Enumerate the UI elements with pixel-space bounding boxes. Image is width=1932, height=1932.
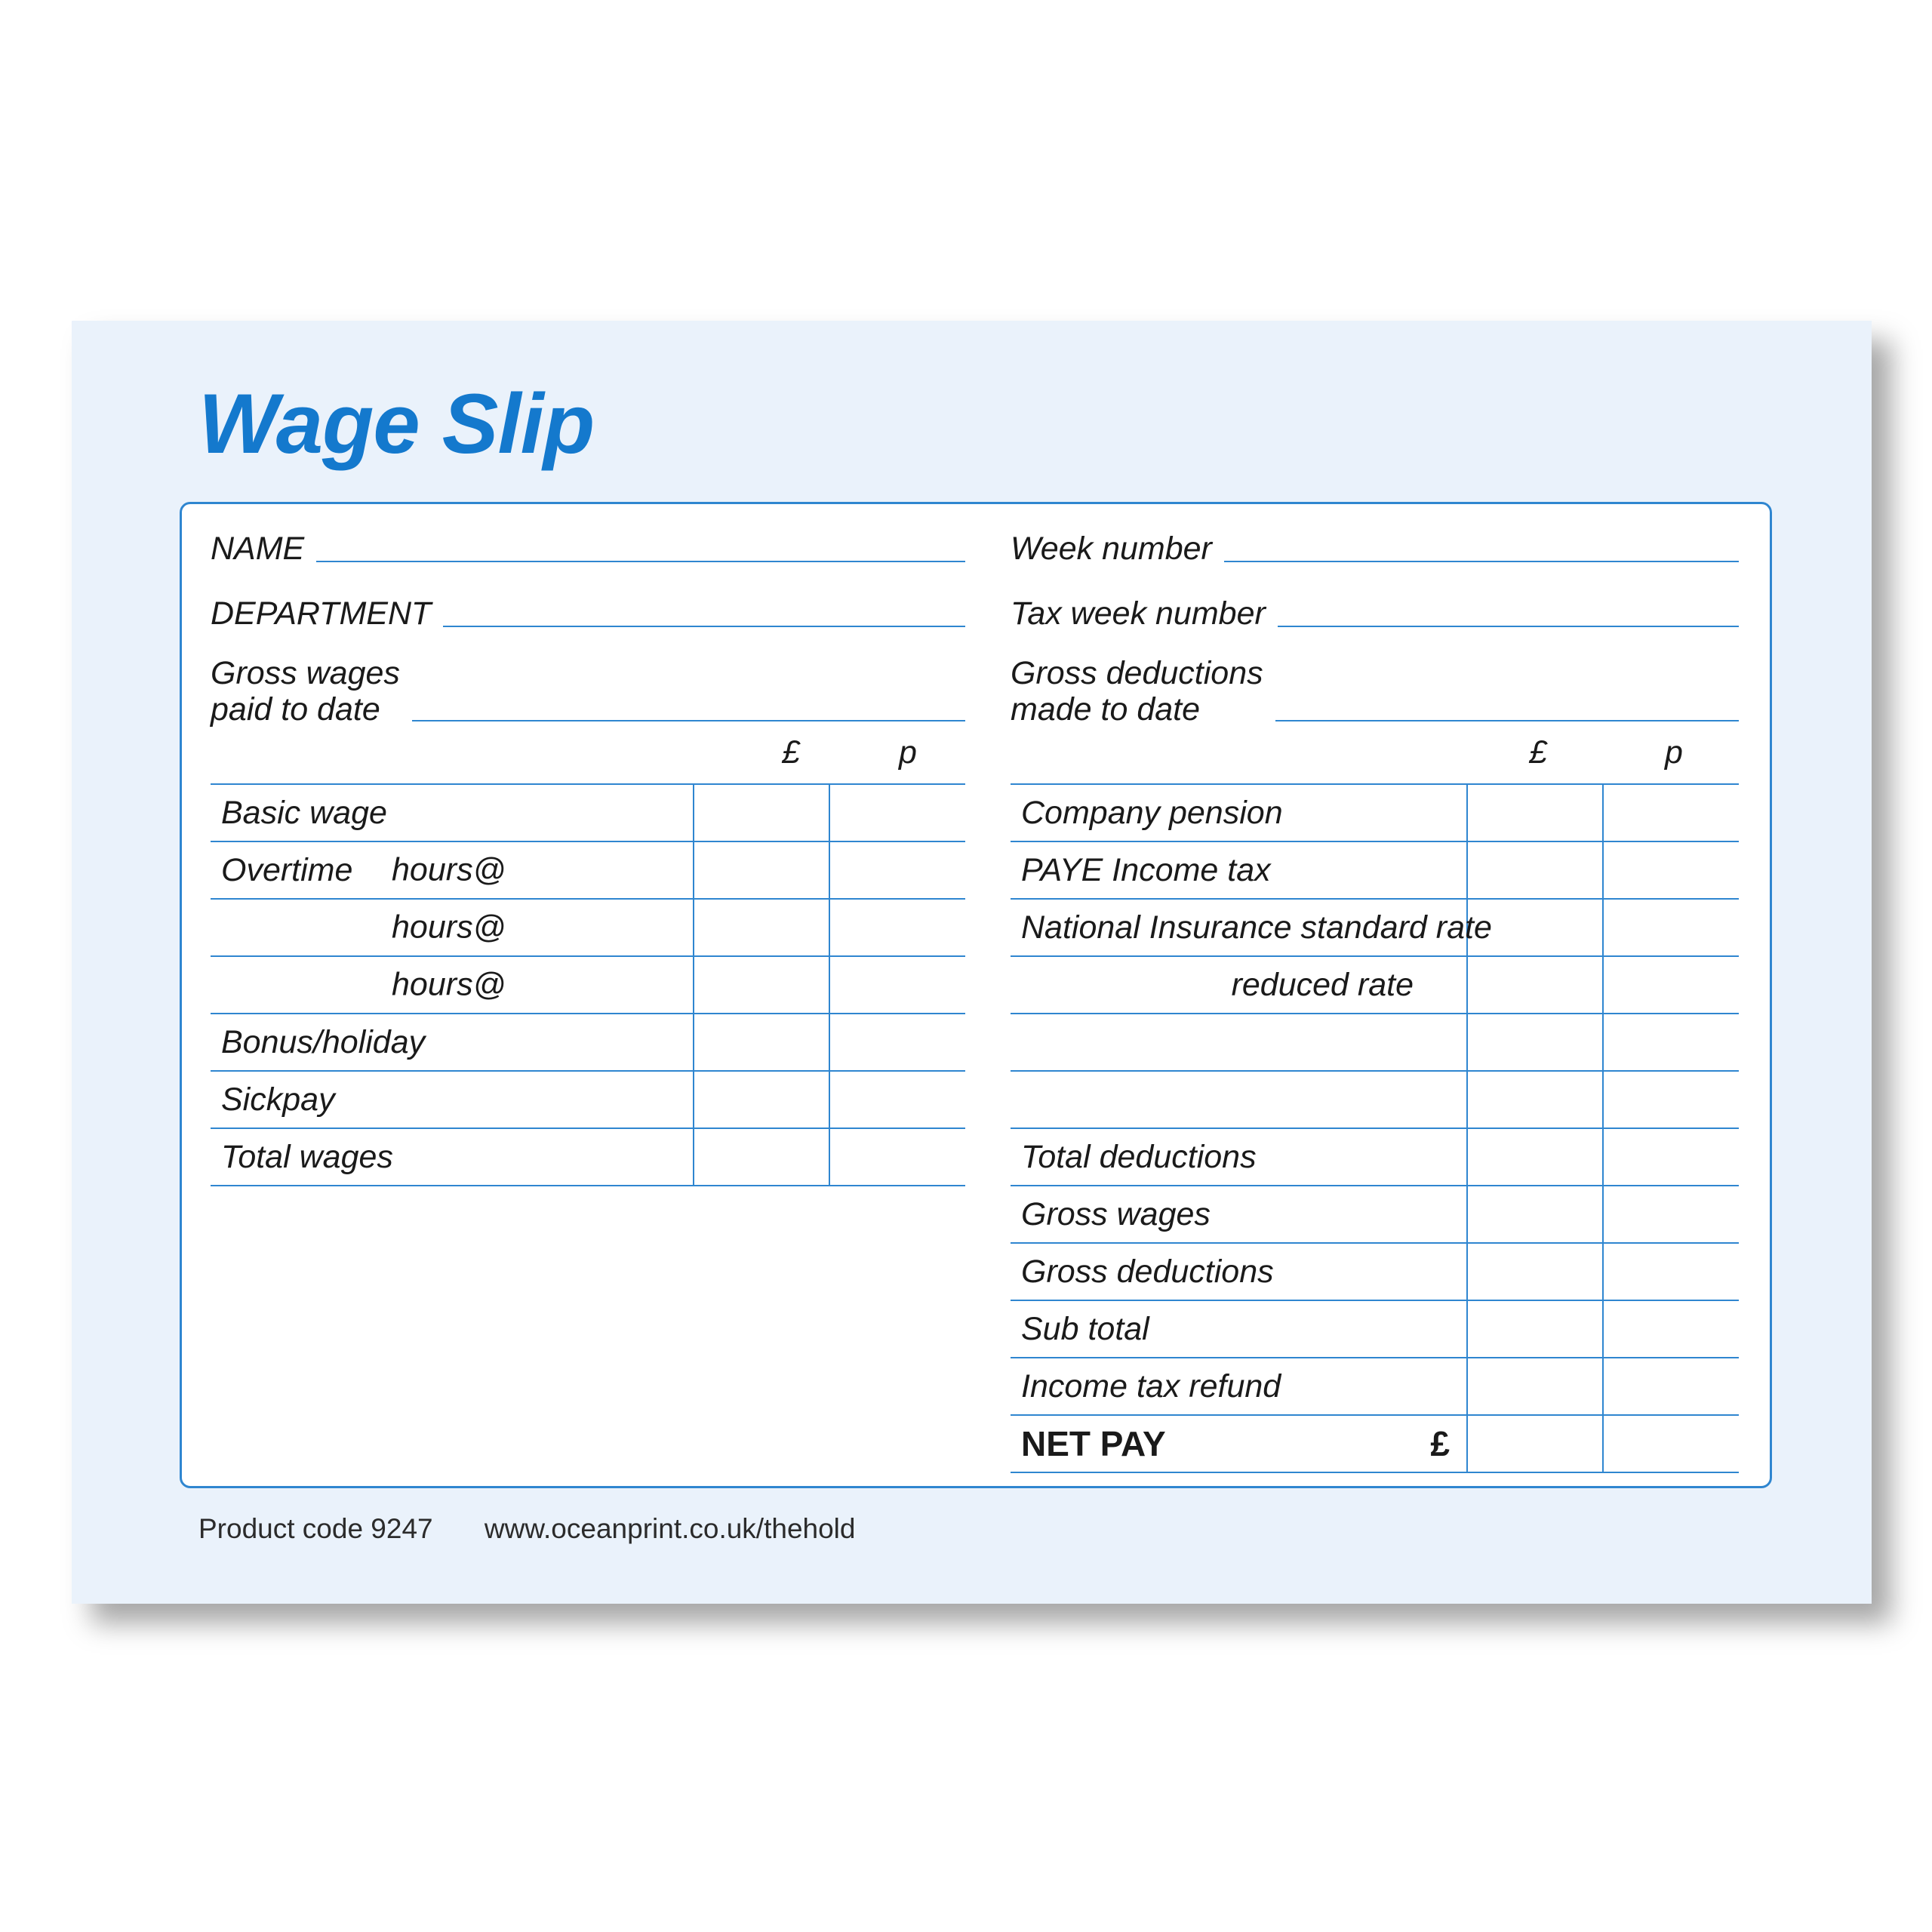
field-gross-wages-paid-rule[interactable]	[412, 719, 965, 721]
deduction-row-label: reduced rate	[1011, 956, 1467, 1014]
table-row	[1011, 1128, 1739, 1186]
page-title: Wage Slip	[198, 377, 595, 471]
deduction-row-label: Gross wages	[1011, 1186, 1467, 1243]
earnings-row-pounds[interactable]	[694, 784, 829, 841]
table-row	[1011, 784, 1739, 841]
earnings-row-pounds[interactable]	[694, 841, 829, 899]
product-code: Product code 9247	[198, 1513, 433, 1544]
earnings-row-pence[interactable]	[829, 1071, 965, 1128]
table-row	[1011, 1071, 1739, 1128]
table-row	[1011, 1243, 1739, 1300]
deduction-row-label	[1011, 1071, 1467, 1128]
earnings-row-label: Sickpay	[211, 1071, 694, 1128]
net-pay-label-cell	[1011, 1415, 1467, 1472]
earnings-row-label: Bonus/holiday	[211, 1014, 694, 1071]
field-tax-week-number[interactable]	[1011, 595, 1739, 635]
deduction-row-pounds[interactable]	[1467, 841, 1603, 899]
earnings-row-label	[211, 956, 694, 1014]
earnings-row-label	[211, 841, 694, 899]
deduction-row-label: Gross deductions	[1011, 1243, 1467, 1300]
table-row	[211, 841, 965, 899]
deduction-row-pounds[interactable]	[1467, 1128, 1603, 1186]
deduction-row-label: National Insurance standard rate	[1011, 899, 1467, 956]
deduction-row-label: PAYE Income tax	[1011, 841, 1467, 899]
table-row	[1011, 1358, 1739, 1415]
earnings-row-pence[interactable]	[829, 841, 965, 899]
deduction-row-pounds[interactable]	[1467, 956, 1603, 1014]
field-tax-week-number-rule[interactable]	[1278, 625, 1739, 627]
field-week-number-rule[interactable]	[1224, 560, 1739, 562]
deduction-row-label: Company pension	[1011, 784, 1467, 841]
field-name-rule[interactable]	[316, 560, 965, 562]
field-department[interactable]	[211, 595, 965, 635]
field-gross-deductions-made-to-date[interactable]	[1011, 655, 1739, 729]
table-row	[1011, 841, 1739, 899]
earnings-row-label: Total wages	[211, 1128, 694, 1186]
table-row	[211, 1014, 965, 1071]
field-gross-wages-paid-label-line1: Gross wages	[211, 655, 400, 691]
deduction-row-pence[interactable]	[1603, 841, 1739, 899]
table-row	[1011, 1186, 1739, 1243]
table-row	[211, 899, 965, 956]
deduction-row-pence[interactable]	[1603, 1300, 1739, 1358]
deduction-row-pounds[interactable]	[1467, 784, 1603, 841]
deduction-row-pounds[interactable]	[1467, 1186, 1603, 1243]
deduction-row-pence[interactable]	[1603, 784, 1739, 841]
deduction-row-pence[interactable]	[1603, 899, 1739, 956]
earnings-row-hours[interactable]: hours@	[392, 851, 506, 888]
deduction-row-pounds[interactable]	[1467, 1358, 1603, 1415]
net-pay-currency-symbol: £	[1430, 1424, 1450, 1463]
table-row	[1011, 1014, 1739, 1071]
deduction-row-pence[interactable]	[1603, 1014, 1739, 1071]
deductions-table	[1011, 783, 1739, 1473]
left-column	[182, 504, 997, 1486]
right-pence-heading: p	[1665, 734, 1683, 771]
deduction-row-label: Income tax refund	[1011, 1358, 1467, 1415]
earnings-row-pounds[interactable]	[694, 899, 829, 956]
table-row	[211, 784, 965, 841]
deduction-row-pence[interactable]	[1603, 1358, 1739, 1415]
left-pounds-heading: £	[782, 734, 800, 771]
table-row	[211, 1128, 965, 1186]
deduction-row-pence[interactable]	[1603, 1128, 1739, 1186]
field-gross-wages-paid-label-line2: paid to date	[211, 691, 380, 728]
field-name-label: NAME	[211, 531, 305, 567]
field-department-label: DEPARTMENT	[211, 595, 432, 632]
table-row	[1011, 1300, 1739, 1358]
earnings-row-pounds[interactable]	[694, 1128, 829, 1186]
field-gross-deductions-label	[1011, 655, 1263, 729]
earnings-row-pence[interactable]	[829, 1128, 965, 1186]
field-name[interactable]	[211, 533, 965, 570]
table-row	[211, 956, 965, 1014]
footer	[198, 1513, 855, 1545]
net-pay-label: NET PAY	[1021, 1424, 1166, 1463]
table-row	[1011, 899, 1739, 956]
website-url[interactable]: www.oceanprint.co.uk/thehold	[484, 1513, 856, 1544]
field-gross-wages-paid-to-date[interactable]	[211, 655, 965, 729]
wage-slip-sheet	[72, 321, 1872, 1604]
earnings-row-pounds[interactable]	[694, 1014, 829, 1071]
earnings-row-pence[interactable]	[829, 1014, 965, 1071]
deduction-row-label: Sub total	[1011, 1300, 1467, 1358]
form-body	[180, 502, 1772, 1488]
deduction-row-pounds[interactable]	[1467, 1071, 1603, 1128]
deduction-row-pounds[interactable]	[1467, 1243, 1603, 1300]
deduction-row-label	[1011, 1014, 1467, 1071]
net-pay-pounds[interactable]	[1467, 1415, 1603, 1472]
field-gross-deductions-label-line1: Gross deductions	[1011, 655, 1263, 691]
table-row	[1011, 956, 1739, 1014]
deduction-row-pence[interactable]	[1603, 1186, 1739, 1243]
table-row	[211, 1071, 965, 1128]
earnings-row-hours[interactable]: hours@	[392, 966, 506, 1003]
field-gross-deductions-label-line2: made to date	[1011, 691, 1201, 728]
table-row-net-pay	[1011, 1415, 1739, 1472]
earnings-row-pence[interactable]	[829, 956, 965, 1014]
field-gross-wages-paid-label	[211, 655, 400, 729]
field-department-rule[interactable]	[443, 625, 965, 627]
deduction-row-pounds[interactable]	[1467, 1014, 1603, 1071]
field-gross-deductions-rule[interactable]	[1275, 719, 1739, 721]
earnings-row-pounds[interactable]	[694, 956, 829, 1014]
earnings-row-label	[211, 899, 694, 956]
earnings-table	[211, 783, 965, 1186]
right-column	[997, 504, 1772, 1486]
earnings-row-pounds[interactable]	[694, 1071, 829, 1128]
deduction-row-pence[interactable]	[1603, 956, 1739, 1014]
right-pounds-heading: £	[1529, 734, 1547, 771]
deduction-row-pence[interactable]	[1603, 1071, 1739, 1128]
deduction-row-label: Total deductions	[1011, 1128, 1467, 1186]
earnings-row-pence[interactable]	[829, 899, 965, 956]
field-week-number-label: Week number	[1011, 531, 1212, 567]
net-pay-pence[interactable]	[1603, 1415, 1739, 1472]
field-week-number[interactable]	[1011, 533, 1739, 570]
earnings-row-pence[interactable]	[829, 784, 965, 841]
deduction-row-pounds[interactable]	[1467, 1300, 1603, 1358]
earnings-row-name: Overtime	[221, 851, 353, 888]
left-pence-heading: p	[899, 734, 917, 771]
earnings-row-label: Basic wage	[211, 784, 694, 841]
field-tax-week-number-label: Tax week number	[1011, 595, 1266, 632]
earnings-row-hours[interactable]: hours@	[392, 909, 506, 946]
deduction-row-pence[interactable]	[1603, 1243, 1739, 1300]
